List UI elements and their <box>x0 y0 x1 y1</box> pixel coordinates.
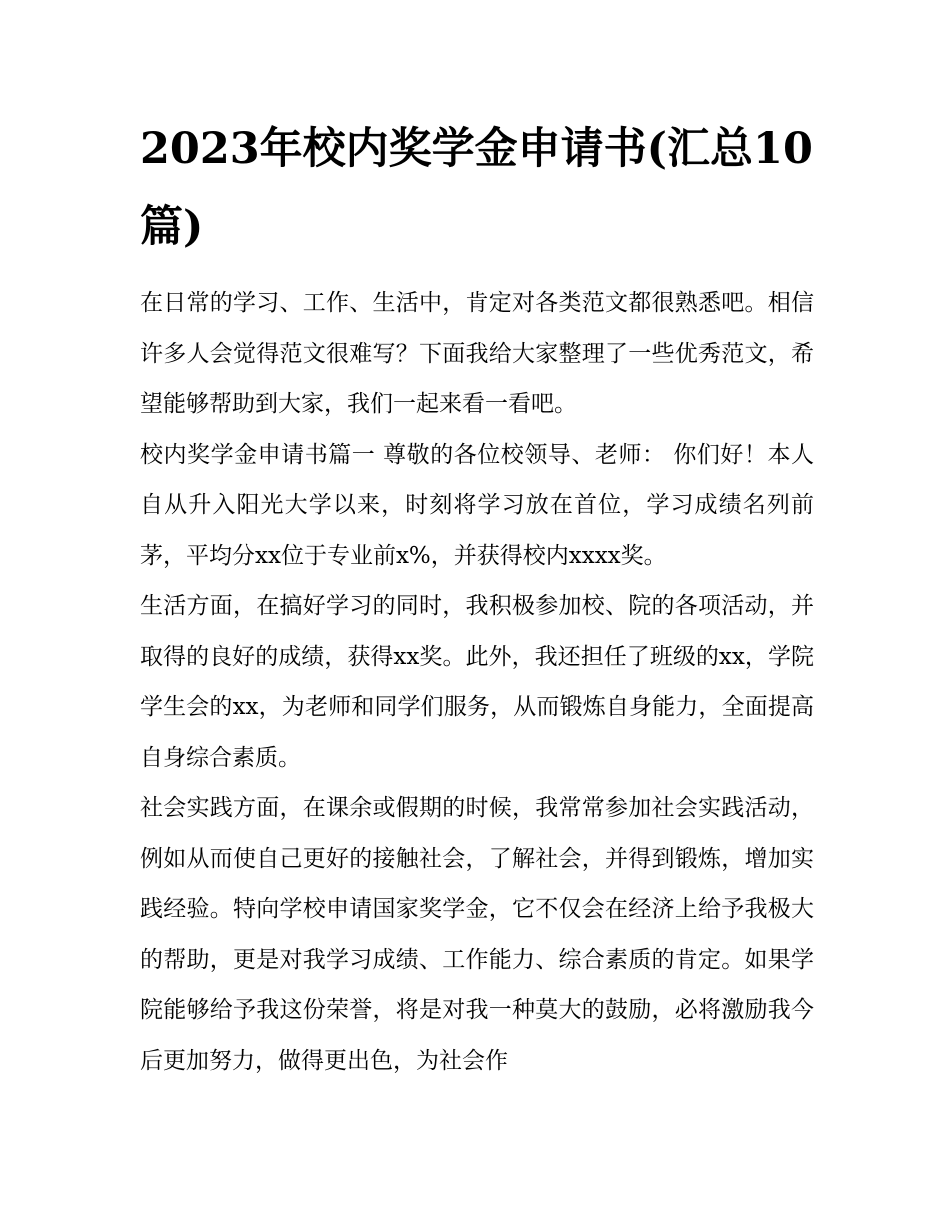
paragraph-life: 生活方面，在搞好学习的同时，我积极参加校、院的各项活动，并取得的良好的成绩，获得xx奖。此外，我还担任了班级的xx，学院学生会的xx，为老师和同学们服务，从而锻炼自身能力，全面提高自身综合素质。 <box>140 593 814 771</box>
paragraph-social-practice: 社会实践方面，在课余或假期的时候，我常常参加社会实践活动，例如从而使自己更好的接触社会，了解社会，并得到锻炼，增加实践经验。特向学校申请国家奖学金，它不仅会在经济上给予我极大的帮助，更是对我学习成绩、工作能力、综合素质的肯定。如果学院能够给予我这份荣誉，将是对我一种莫大的鼓励，必将激励我今后更加努力，做得更出色，为社会作 <box>140 795 814 1074</box>
document-title: 2023年校内奖学金申请书(汇总10篇) <box>140 124 813 252</box>
document-body <box>140 110 814 1086</box>
paragraph-intro: 在日常的学习、工作、生活中，肯定对各类范文都很熟悉吧。相信许多人会觉得范文很难写？下面我给大家整理了一些优秀范文，希望能够帮助到大家，我们一起来看一看吧。 <box>140 290 814 417</box>
paragraph-salutation-study: 校内奖学金申请书篇一 尊敬的各位校领导、老师： 你们好！本人自从升入阳光大学以来，时刻将学习放在首位，学习成绩名列前茅，平均分xx位于专业前x%，并获得校内xxxx奖。 <box>140 441 814 569</box>
